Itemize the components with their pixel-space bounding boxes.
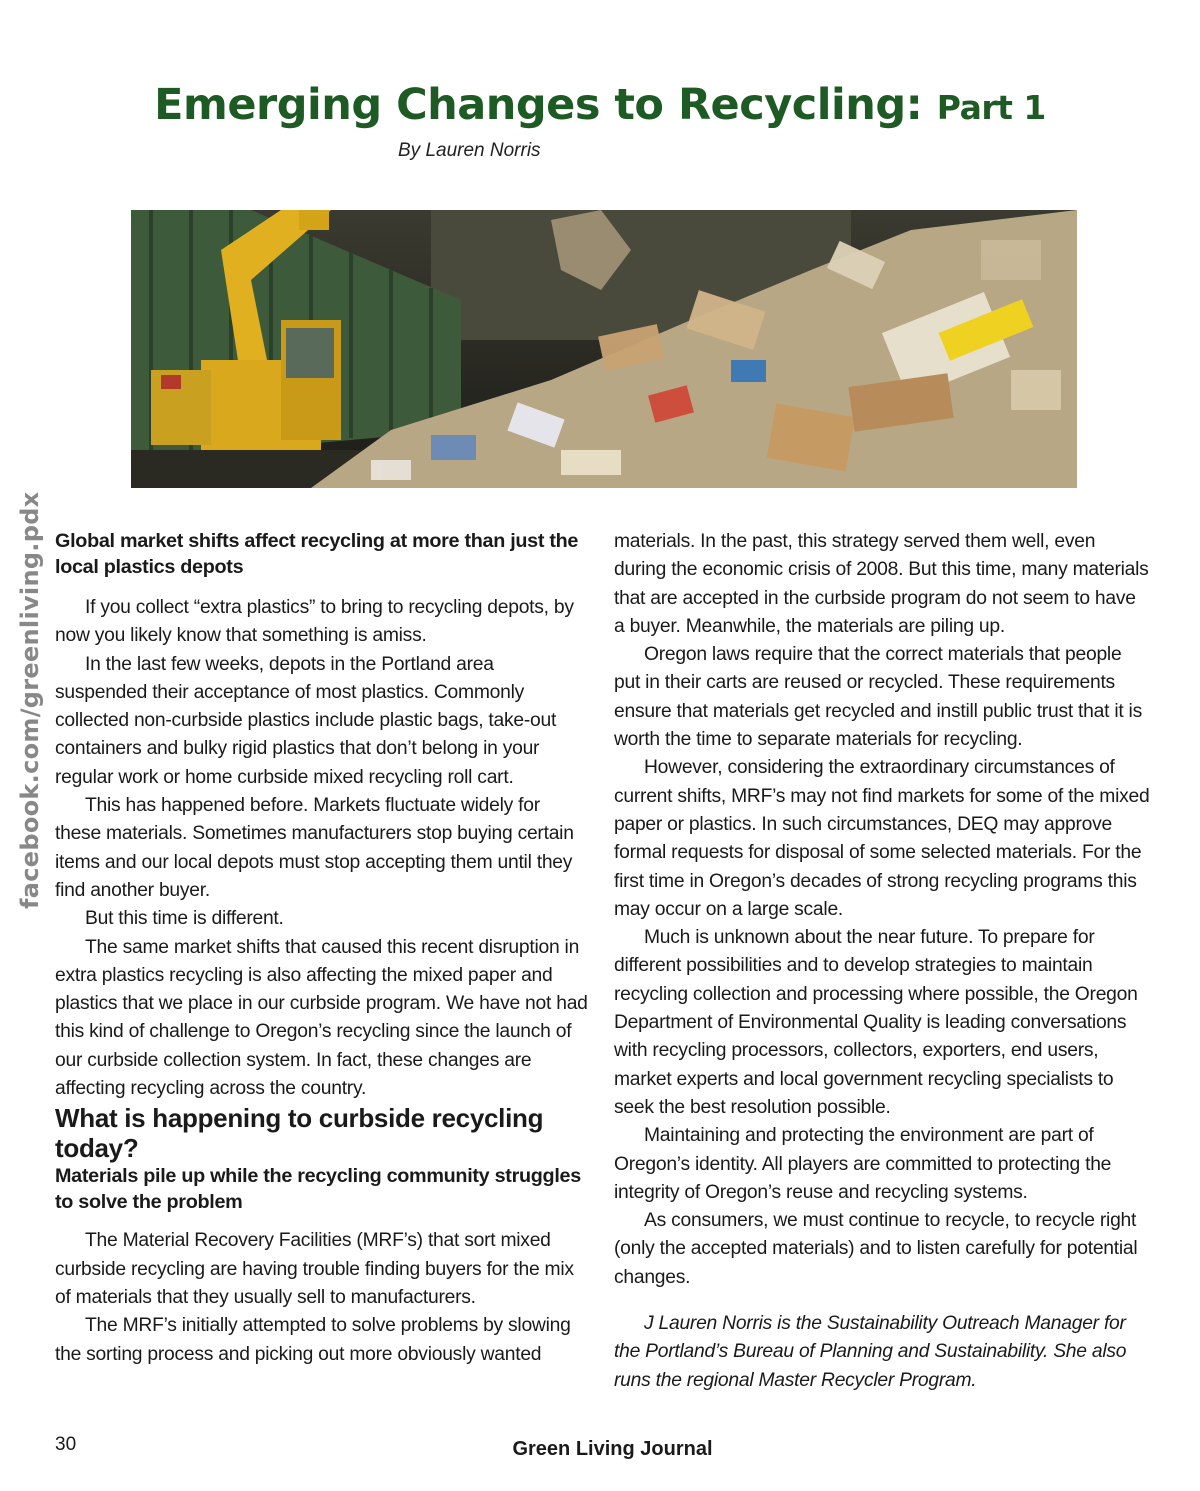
paragraph: As consumers, we must continue to recycle, to recycle right (only the accepted materials) and to listen carefully for potential changes. (614, 1210, 1138, 1288)
article-title (0, 80, 1200, 130)
heading-curbside-today: What is happening to curbside recycling today? (55, 1103, 544, 1164)
paragraph: But this time is different. (85, 908, 284, 930)
title-main: Emerging Changes to Recycling: (154, 80, 923, 130)
right-column (614, 528, 1150, 1395)
title-part: Part 1 (936, 88, 1046, 127)
page-number: 30 (55, 1434, 77, 1455)
author-bio: J Lauren Norris is the Sustainability Outreach Manager for the Portland’s Bureau of Planning and Sustainability. She also runs the regional Master Recycler Program. (614, 1313, 1127, 1391)
subhead-materials-pile-up: Materials pile up while the recycling community struggles to solve the problem (55, 1165, 581, 1214)
paragraph: The same market shifts that caused this recent disruption in extra plastics recycling is also affecting the mixed paper and plastics that we place in our curbside program. We have not had this kind of challenge to Oregon’s recycling since the launch of our curbside collection system. In fact, these changes are affecting recycling across the country. (55, 936, 588, 1100)
paragraph: In the last few weeks, depots in the Portland area suspended their acceptance of most plastics. Commonly collected non-curbside plastics include plastic bags, take-out containers and bulky rigid plastics that don’t belong in your regular work or home curbside mixed recycling roll cart. (55, 653, 557, 788)
recycling-facility-photo (131, 210, 1077, 488)
paragraph: Oregon laws require that the correct materials that people put in their carts are reused or recycled. These requirements ensure that materials get recycled and instill public trust that it is worth the time to separate materials for recycling. (614, 644, 1142, 751)
journal-name: Green Living Journal (512, 1438, 713, 1460)
facebook-url-vertical: facebook.com/greenliving.pdx (16, 491, 44, 909)
paragraph: If you collect “extra plastics” to bring to recycling depots, by now you likely know that something is amiss. (55, 597, 574, 647)
paragraph: materials. In the past, this strategy served them well, even during the economic crisis of 2008. But this time, many materials that are accepted in the curbside program do not seem to have a buyer. Meanwhile, the materials are piling up. (614, 531, 1149, 637)
paragraph: Much is unknown about the near future. To prepare for different possibilities and to develop strategies to maintain recycling collection and processing where possible, the Oregon Department of Environmental Quality is leading conversations with recycling processors, collectors, exporters, end users, market experts and local government recycling specialists to seek the best resolution possible. (614, 927, 1138, 1118)
left-column (55, 528, 590, 1369)
paragraph: The Material Recovery Facilities (MRF’s) that sort mixed curbside recycling are having trouble finding buyers for the mix of materials that they usually sell to manufacturers. (55, 1230, 574, 1308)
paragraph: The MRF’s initially attempted to solve problems by slowing the sorting process and picking out more obviously wanted (55, 1315, 571, 1365)
subhead-global-market: Global market shifts affect recycling at more than just the local plastics depots (55, 530, 579, 578)
paragraph: This has happened before. Markets fluctuate widely for these materials. Sometimes manufacturers stop buying certain items and our local depots must stop accepting them until they find another buyer. (55, 795, 574, 901)
paragraph: Maintaining and protecting the environment are part of Oregon’s identity. All players are committed to protecting the integrity of Oregon’s reuse and recycling systems. (614, 1125, 1112, 1203)
paragraph: However, considering the extraordinary circumstances of current shifts, MRF’s may not find markets for some of the mixed paper or plastics. In such circumstances, DEQ may approve formal requests for disposal of some selected materials. For the first time in Oregon’s decades of strong recycling programs this may occur on a large scale. (614, 757, 1150, 920)
byline: By Lauren Norris (398, 140, 541, 161)
